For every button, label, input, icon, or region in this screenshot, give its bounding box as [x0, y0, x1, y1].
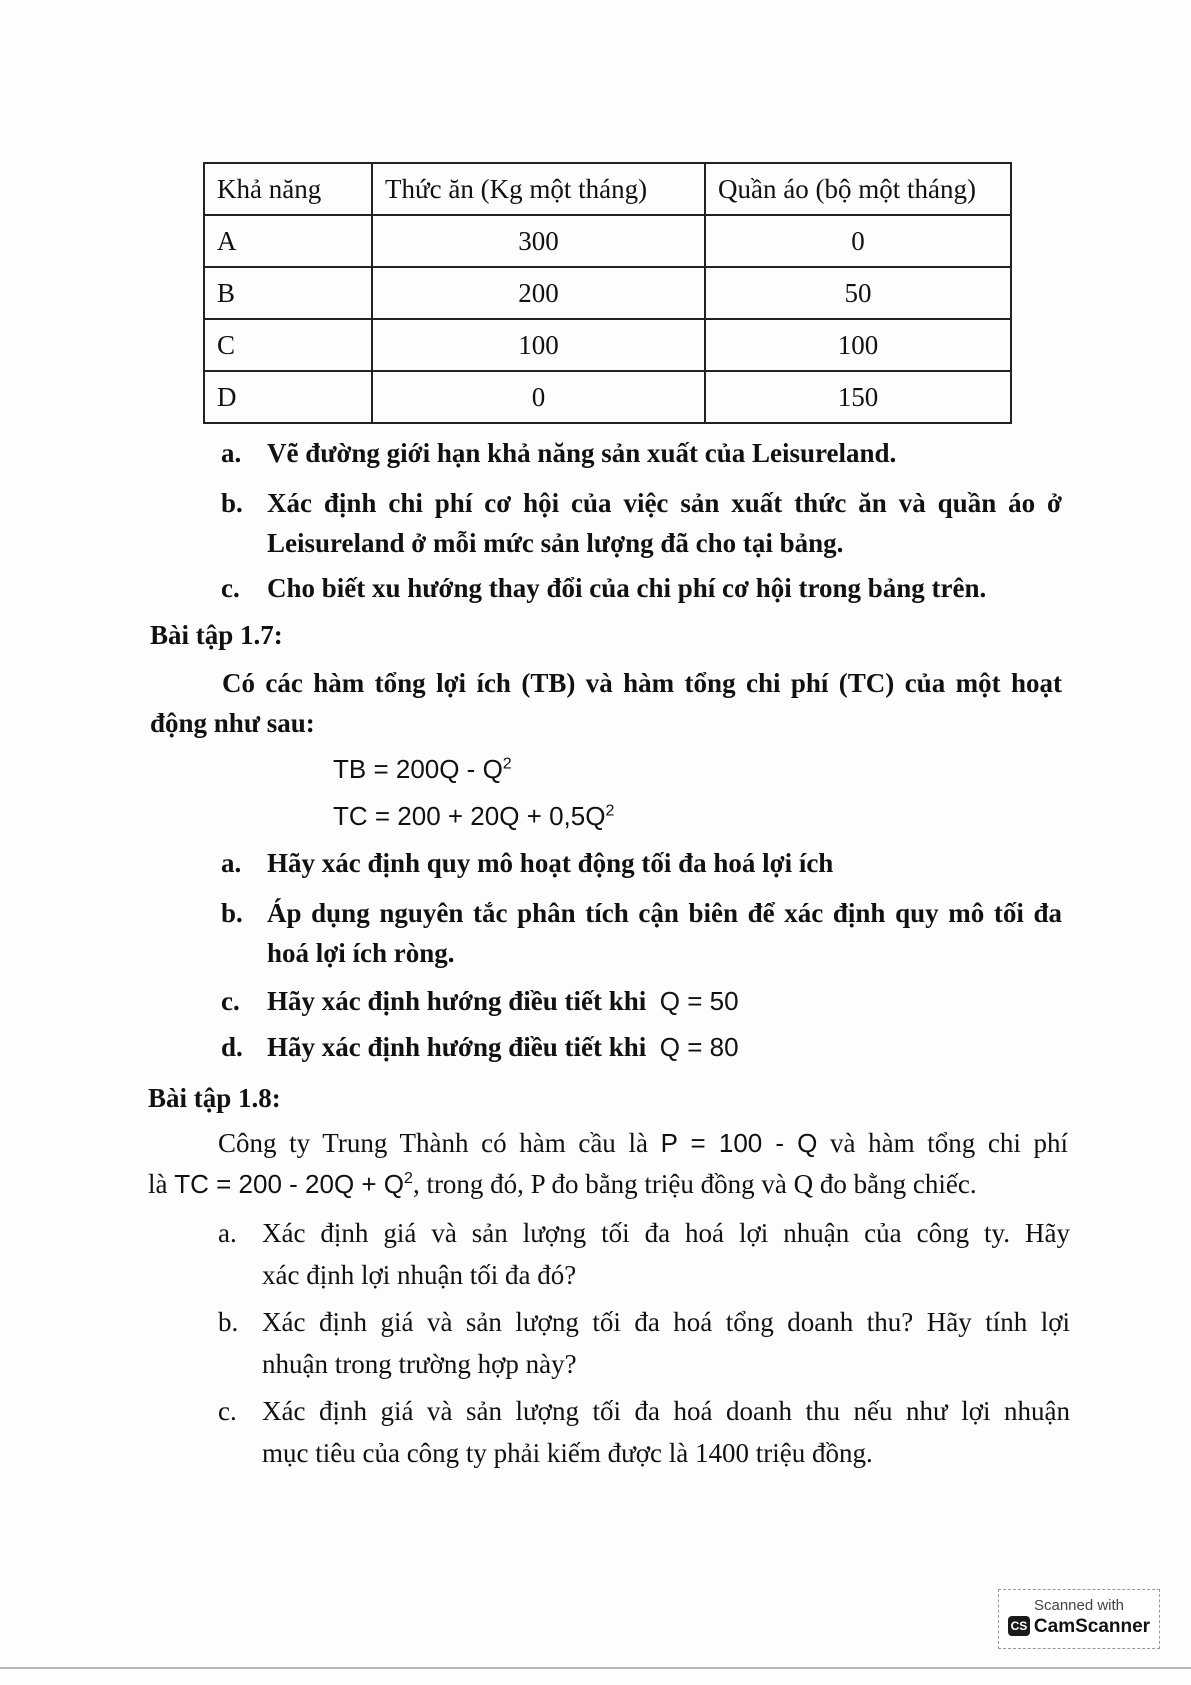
ex17-item-a: Hãy xác định quy mô hoạt động tối đa hoá lợi ích [267, 848, 834, 878]
item-label: c. [218, 1396, 237, 1426]
exercise-1-8-line2 [148, 1164, 1068, 1204]
ex18-l2-a: là [148, 1169, 175, 1199]
ex18-item-b-line1: Xác định giá và sản lượng tối đa hoá tổng doanh thu? Hãy tính lợi [262, 1307, 1070, 1337]
ex17-item-d-text: Hãy xác định hướng điều tiết khi [267, 1032, 647, 1062]
ex17-item-c-math: Q = 50 [659, 986, 739, 1016]
camscanner-badge [998, 1589, 1160, 1649]
q16-item-a: Vẽ đường giới hạn khả năng sản xuất của Leisureland. [267, 438, 897, 468]
exercise-1-7-title: Bài tập 1.7: [150, 620, 283, 650]
item-label: a. [221, 438, 242, 468]
formula-tc [333, 796, 614, 836]
exercise-1-8-line1 [218, 1123, 1068, 1163]
formula-tb-exponent: 2 [502, 755, 512, 773]
item-label: a. [221, 848, 242, 878]
ex17-item-c [267, 981, 739, 1021]
ex18-l2-math: TC = 200 - 20Q + Q [174, 1169, 405, 1199]
table-cell: 300 [372, 215, 705, 267]
camscanner-logo-icon: CS [1008, 1616, 1030, 1636]
table-row [204, 267, 1011, 319]
item-label: c. [221, 986, 240, 1016]
table-cell: 100 [705, 319, 1011, 371]
table-cell: C [204, 319, 372, 371]
table-header-cell: Thức ăn (Kg một tháng) [372, 163, 705, 215]
ex18-item-a-line1: Xác định giá và sản lượng tối đa hoá lợi nhuận của công ty. Hãy [262, 1218, 1070, 1248]
table-cell: B [204, 267, 372, 319]
q16-item-b-line1: Xác định chi phí cơ hội của việc sản xuất thức ăn và quần áo ở [267, 488, 1062, 518]
table-cell: 100 [372, 319, 705, 371]
table-row [204, 371, 1011, 423]
ex17-item-c-text: Hãy xác định hướng điều tiết khi [267, 986, 647, 1016]
table-cell: 0 [705, 215, 1011, 267]
table-cell: D [204, 371, 372, 423]
badge-line2 [999, 1616, 1159, 1638]
ex18-l2-b: , trong đó, P đo bằng triệu đồng và Q đo bằng chiếc. [412, 1169, 977, 1199]
table-cell: 50 [705, 267, 1011, 319]
ex17-item-d-math: Q = 80 [659, 1032, 739, 1062]
item-label: b. [221, 898, 243, 928]
table-row [204, 319, 1011, 371]
ex17-item-d [267, 1027, 739, 1067]
exercise-1-7-intro-line2: động như sau: [150, 708, 315, 738]
exercise-1-8-title: Bài tập 1.8: [148, 1083, 281, 1113]
table-cell: 150 [705, 371, 1011, 423]
ex17-item-b-line2: hoá lợi ích ròng. [267, 938, 455, 968]
page-divider [0, 1667, 1191, 1669]
item-label: b. [218, 1307, 239, 1337]
ex18-l1-a: Công ty Trung Thành có hàm cầu là [218, 1128, 661, 1158]
table-row [204, 215, 1011, 267]
item-label: a. [218, 1218, 237, 1248]
ex18-l2-exponent: 2 [404, 1170, 413, 1187]
exercise-1-7-intro-line1: Có các hàm tổng lợi ích (TB) và hàm tổng chi phí (TC) của một hoạt [222, 668, 1062, 698]
formula-tc-exponent: 2 [605, 802, 615, 820]
table-cell: A [204, 215, 372, 267]
table-header-row [204, 163, 1011, 215]
q16-item-c: Cho biết xu hướng thay đổi của chi phí cơ hội trong bảng trên. [267, 573, 987, 603]
table-cell: 0 [372, 371, 705, 423]
ex18-l1-math: P = 100 - Q [660, 1128, 818, 1158]
ex18-item-c-line2: mục tiêu của công ty phải kiếm được là 1400 triệu đồng. [262, 1438, 873, 1468]
item-label: d. [221, 1032, 243, 1062]
formula-tb [333, 749, 512, 789]
q16-item-b-line2: Leisureland ở mỗi mức sản lượng đã cho tại bảng. [267, 528, 844, 558]
ex18-item-b-line2: nhuận trong trường hợp này? [262, 1349, 577, 1379]
table-header-cell: Khả năng [204, 163, 372, 215]
formula-tc-text: TC = 200 + 20Q + 0,5Q [333, 801, 606, 831]
item-label: c. [221, 573, 240, 603]
formula-tb-text: TB = 200Q - Q [333, 754, 503, 784]
badge-brand: CamScanner [1033, 1616, 1151, 1637]
badge-line1: Scanned with [1033, 1597, 1125, 1614]
production-table [203, 162, 1012, 424]
ex18-item-c-line1: Xác định giá và sản lượng tối đa hoá doanh thu nếu như lợi nhuận [262, 1396, 1070, 1426]
table-header-cell: Quần áo (bộ một tháng) [705, 163, 1011, 215]
ex18-l1-b: và hàm tổng chi phí [817, 1128, 1068, 1158]
item-label: b. [221, 488, 243, 518]
table-cell: 200 [372, 267, 705, 319]
ex18-item-a-line2: xác định lợi nhuận tối đa đó? [262, 1260, 577, 1290]
ex17-item-b-line1: Áp dụng nguyên tắc phân tích cận biên để xác định quy mô tối đa [267, 898, 1062, 928]
